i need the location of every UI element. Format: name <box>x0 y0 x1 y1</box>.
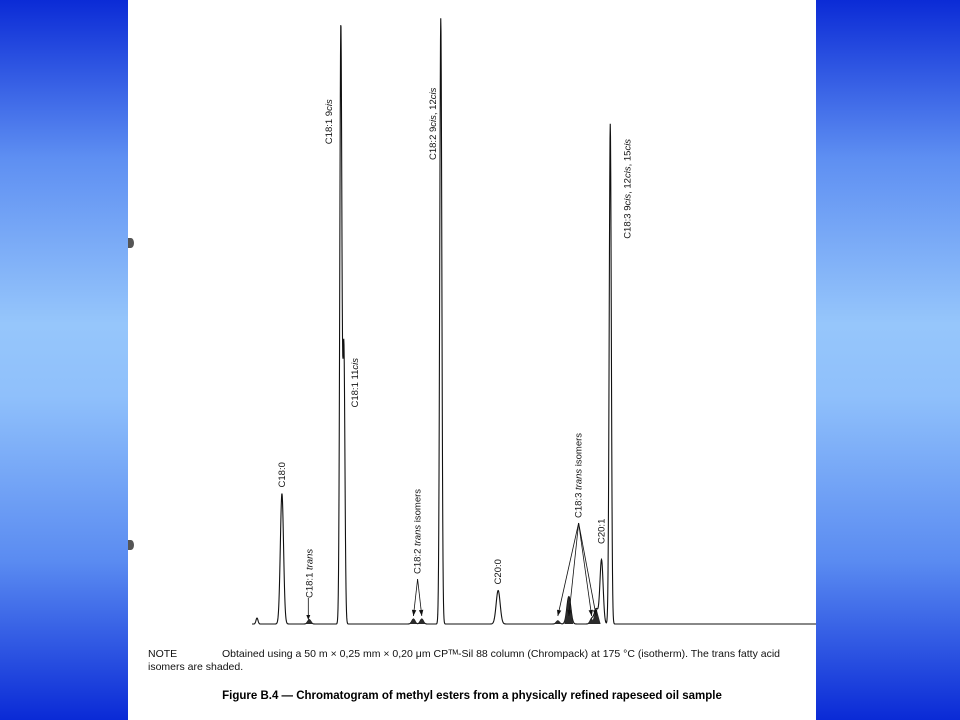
peak-label-1-part-1: trans <box>304 548 316 570</box>
shaded-peak-8 <box>554 620 561 624</box>
annotation-label-0-part-1: trans <box>412 524 424 546</box>
figure-caption: Figure B.4 — Chromatogram of methyl esters from a physically refined rapeseed oil sample <box>222 690 722 702</box>
shaded-peak-9 <box>564 596 573 625</box>
peak-label-1 <box>304 549 315 598</box>
peak-label-1-part-0: C18:1 <box>304 570 316 598</box>
peak-label-12 <box>597 519 608 544</box>
peak-label-13-part-3: cis <box>622 166 634 179</box>
chromatogram <box>128 0 816 720</box>
note-label: NOTE <box>148 648 178 660</box>
peak-label-3 <box>350 358 361 408</box>
peak-label-6 <box>428 87 439 160</box>
annotation-label-1-part-1: trans <box>573 468 585 490</box>
peak-label-0-part-0: C18:0 <box>276 462 288 488</box>
peak-label-13-part-4: , 15 <box>622 150 634 167</box>
chromatogram-trace <box>252 18 816 624</box>
document-page <box>128 0 816 720</box>
peak-label-13-part-1: cis <box>622 193 634 206</box>
annotation-arrowhead-1-2 <box>589 610 593 616</box>
annotation-label-0-part-0: C18:2 <box>412 546 424 574</box>
annotation-label-1-part-2: isomers <box>573 432 585 469</box>
annotation-label-0-part-2: isomers <box>412 488 424 525</box>
annotation-arrow-1-2 <box>579 523 592 616</box>
peak-label-6-part-0: C18:2 9 <box>427 126 439 160</box>
shaded-peak-4 <box>410 618 417 624</box>
note-text: Obtained using a 50 m × 0,25 mm × 0,20 μm CPᵀᴹ-Sil 88 column (Chrompack) at 175 °C (isotherm). The trans fatty acid isomers are shaded. <box>148 648 781 673</box>
annotation-arrow-1-1 <box>569 523 579 616</box>
peak-label-6-part-1: cis <box>427 115 439 127</box>
peak-label-3-part-0: C18:1 11 <box>349 369 361 408</box>
peak-label-12-part-0: C20:1 <box>596 518 608 544</box>
peak-label-13-part-0: C18:3 9 <box>622 205 634 239</box>
annotation-label-1-part-0: C18:3 <box>573 490 585 518</box>
shaded-peak-5 <box>418 618 425 624</box>
peak-label-7 <box>493 559 504 584</box>
annotation-arrowhead-0-1 <box>419 610 423 616</box>
peak-label-3-part-1: cis <box>349 358 361 370</box>
peak-label-13-part-5: cis <box>622 138 634 151</box>
annotation-arrowhead-0-0 <box>412 610 416 616</box>
peak-label-7-part-0: C20:0 <box>493 559 505 585</box>
peak-label-2-part-1: cis <box>323 99 335 111</box>
peak-label-2 <box>324 99 335 144</box>
peak-label-13-part-2: , 12 <box>622 178 634 194</box>
annotation-arrow-1-3 <box>579 523 597 616</box>
peak-label-13 <box>622 139 633 239</box>
peak-label-6-part-3: cis <box>427 87 439 100</box>
annotation-label-0 <box>413 489 424 574</box>
peak-label-6-part-2: , 12 <box>427 99 439 116</box>
peak-label-0 <box>277 462 288 487</box>
peak-label-2-part-0: C18:1 9 <box>323 110 335 145</box>
annotation-label-1 <box>574 433 585 518</box>
shaded-peak-1 <box>306 619 313 624</box>
figure-note <box>148 648 808 674</box>
